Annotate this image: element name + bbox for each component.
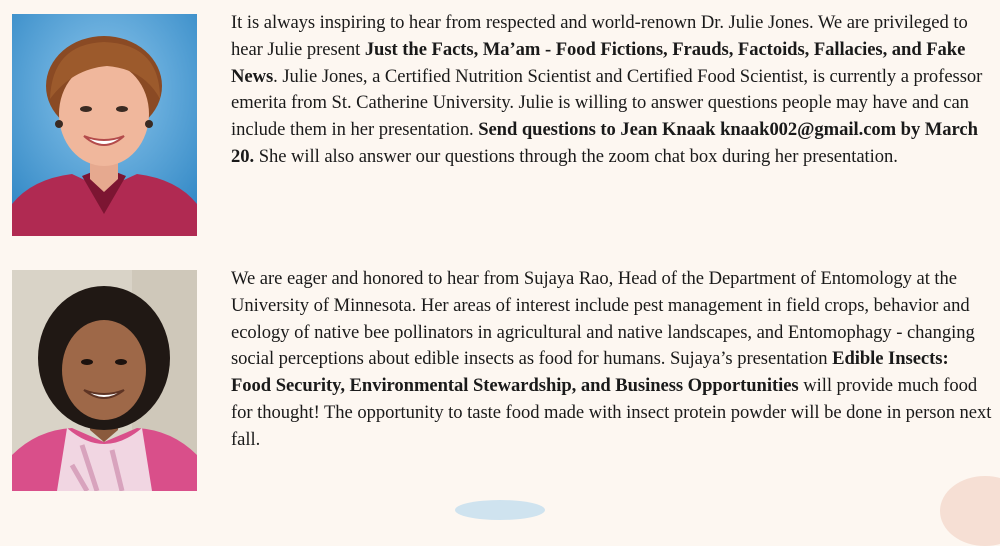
bio-text: She will also answer our questions through the zoom chat box during her presentation. <box>254 145 898 167</box>
bio-text: . Julie Jones, a Certified Nutrition Scientist and Certified Food Scientist, is currently a professor emerita from St. Catherine University. Julie is willing to answer questions people may have and can include them in her presentation. <box>231 65 983 141</box>
bio-text: It is always inspiring to hear from respected and world-renown Dr. Julie Jones. We are privileged to hear Julie present <box>231 12 968 60</box>
bio-julie-jones <box>231 10 993 171</box>
portrait-photo-icon <box>12 14 197 236</box>
bio-text: will provide much food for thought! The opportunity to taste food made with insect protein powder will be done in person next fall. <box>231 375 992 450</box>
bio-sujaya-rao <box>231 266 993 454</box>
portrait-photo-sujaya-rao <box>12 270 197 491</box>
portrait-photo-icon <box>12 270 197 491</box>
bio-text: We are eager and honored to hear from Sujaya Rao, Head of the Department of Entomology at the University of Minnesota. Her areas of interest include pest management in field crops, behavior and ecology of native bee pollinators in agricultural and native landscapes, and Entomophagy - changing social perceptions about edible insects as food for humans. Sujaya’s presentation <box>231 268 975 370</box>
portrait-photo-julie-jones <box>12 14 197 236</box>
decorative-shape <box>455 500 545 520</box>
decorative-shape <box>940 476 1000 546</box>
presentation-title: Just the Facts, Ma’am - Food Fictions, Frauds, Factoids, Fallacies, and Fake News <box>231 38 966 87</box>
presentation-title: Edible Insects: Food Security, Environmental Stewardship, and Business Opportunities <box>231 348 949 397</box>
questions-deadline: Send questions to Jean Knaak knaak002@gmail.com by March 20. <box>231 119 978 167</box>
